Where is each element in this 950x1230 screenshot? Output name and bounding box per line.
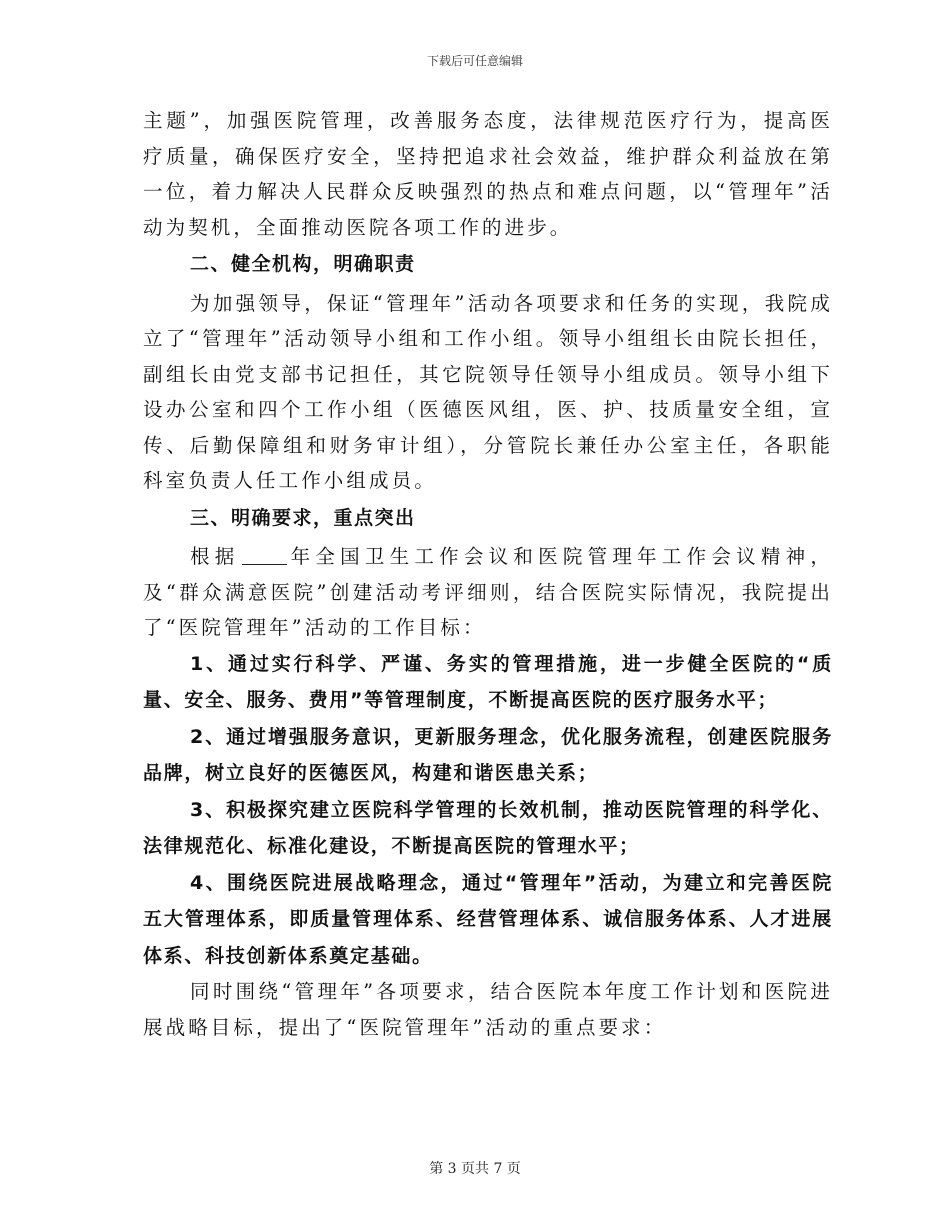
paragraph: 同时围绕“管理年”各项要求，结合医院本年度工作计划和医院进展战略目标，提出了“医院管理年”活动的重点要求： — [143, 980, 833, 1039]
document-body — [143, 103, 833, 1045]
paragraph: 为加强领导，保证“管理年”活动各项要求和任务的实现，我院成立了“管理年”活动领导小组和工作小组。领导小组组长由院长担任，副组长由党支部书记担任，其它院领导任领导小组成员。领导小组下设办公室和四个工作小组（医德医风组，医、护、技质量安全组，宣传、后勤保障组和财务审计组），分管院长兼任办公室主任，各职能科室负责人任工作小组成员。 — [143, 291, 833, 492]
goal-item: 2、通过增强服务意识，更新服务理念，优化服务流程，创建医院服务品牌，树立良好的医德医风，构建和谐医患关系； — [143, 725, 833, 784]
paragraph: 主题”，加强医院管理，改善服务态度，法律规范医疗行为，提高医疗质量，确保医疗安全，坚持把追求社会效益，维护群众利益放在第一位，着力解决人民群众反映强烈的热点和难点问题，以“管理年”活动为契机，全面推动医院各项工作的进步。 — [143, 109, 833, 239]
paragraph-text: 年全国卫生工作会议和医院管理年工作会议精神，及“群众满意医院”创建活动考评细则，结合医院实际情况，我院提出了“医院管理年”活动的工作目标： — [143, 545, 833, 639]
goal-item: 4、围绕医院进展战略理念，通过“管理年”活动，为建立和完善医院五大管理体系，即质量管理体系、经营管理体系、诚信服务体系、人才进展体系、科技创新体系奠定基础。 — [143, 871, 833, 967]
section-heading: 三、明确要求，重点突出 — [190, 506, 416, 529]
section-heading: 二、健全机构，明确职责 — [190, 253, 416, 275]
page-header: 下载后可任意编辑 — [426, 54, 523, 68]
page-footer: 第 3 页共 7 页 — [429, 1161, 521, 1177]
goal-item: 1、通过实行科学、严谨、务实的管理措施，进一步健全医院的“质量、安全、服务、费用”等管理制度，不断提高医院的医疗服务水平； — [143, 652, 833, 711]
fill-blank — [242, 546, 287, 565]
paragraph — [143, 539, 833, 646]
paragraph-text: 根据 — [190, 545, 240, 568]
goal-item: 3、积极探究建立医院科学管理的长效机制，推动医院管理的科学化、法律规范化、标准化建设，不断提高医院的管理水平； — [143, 798, 833, 857]
